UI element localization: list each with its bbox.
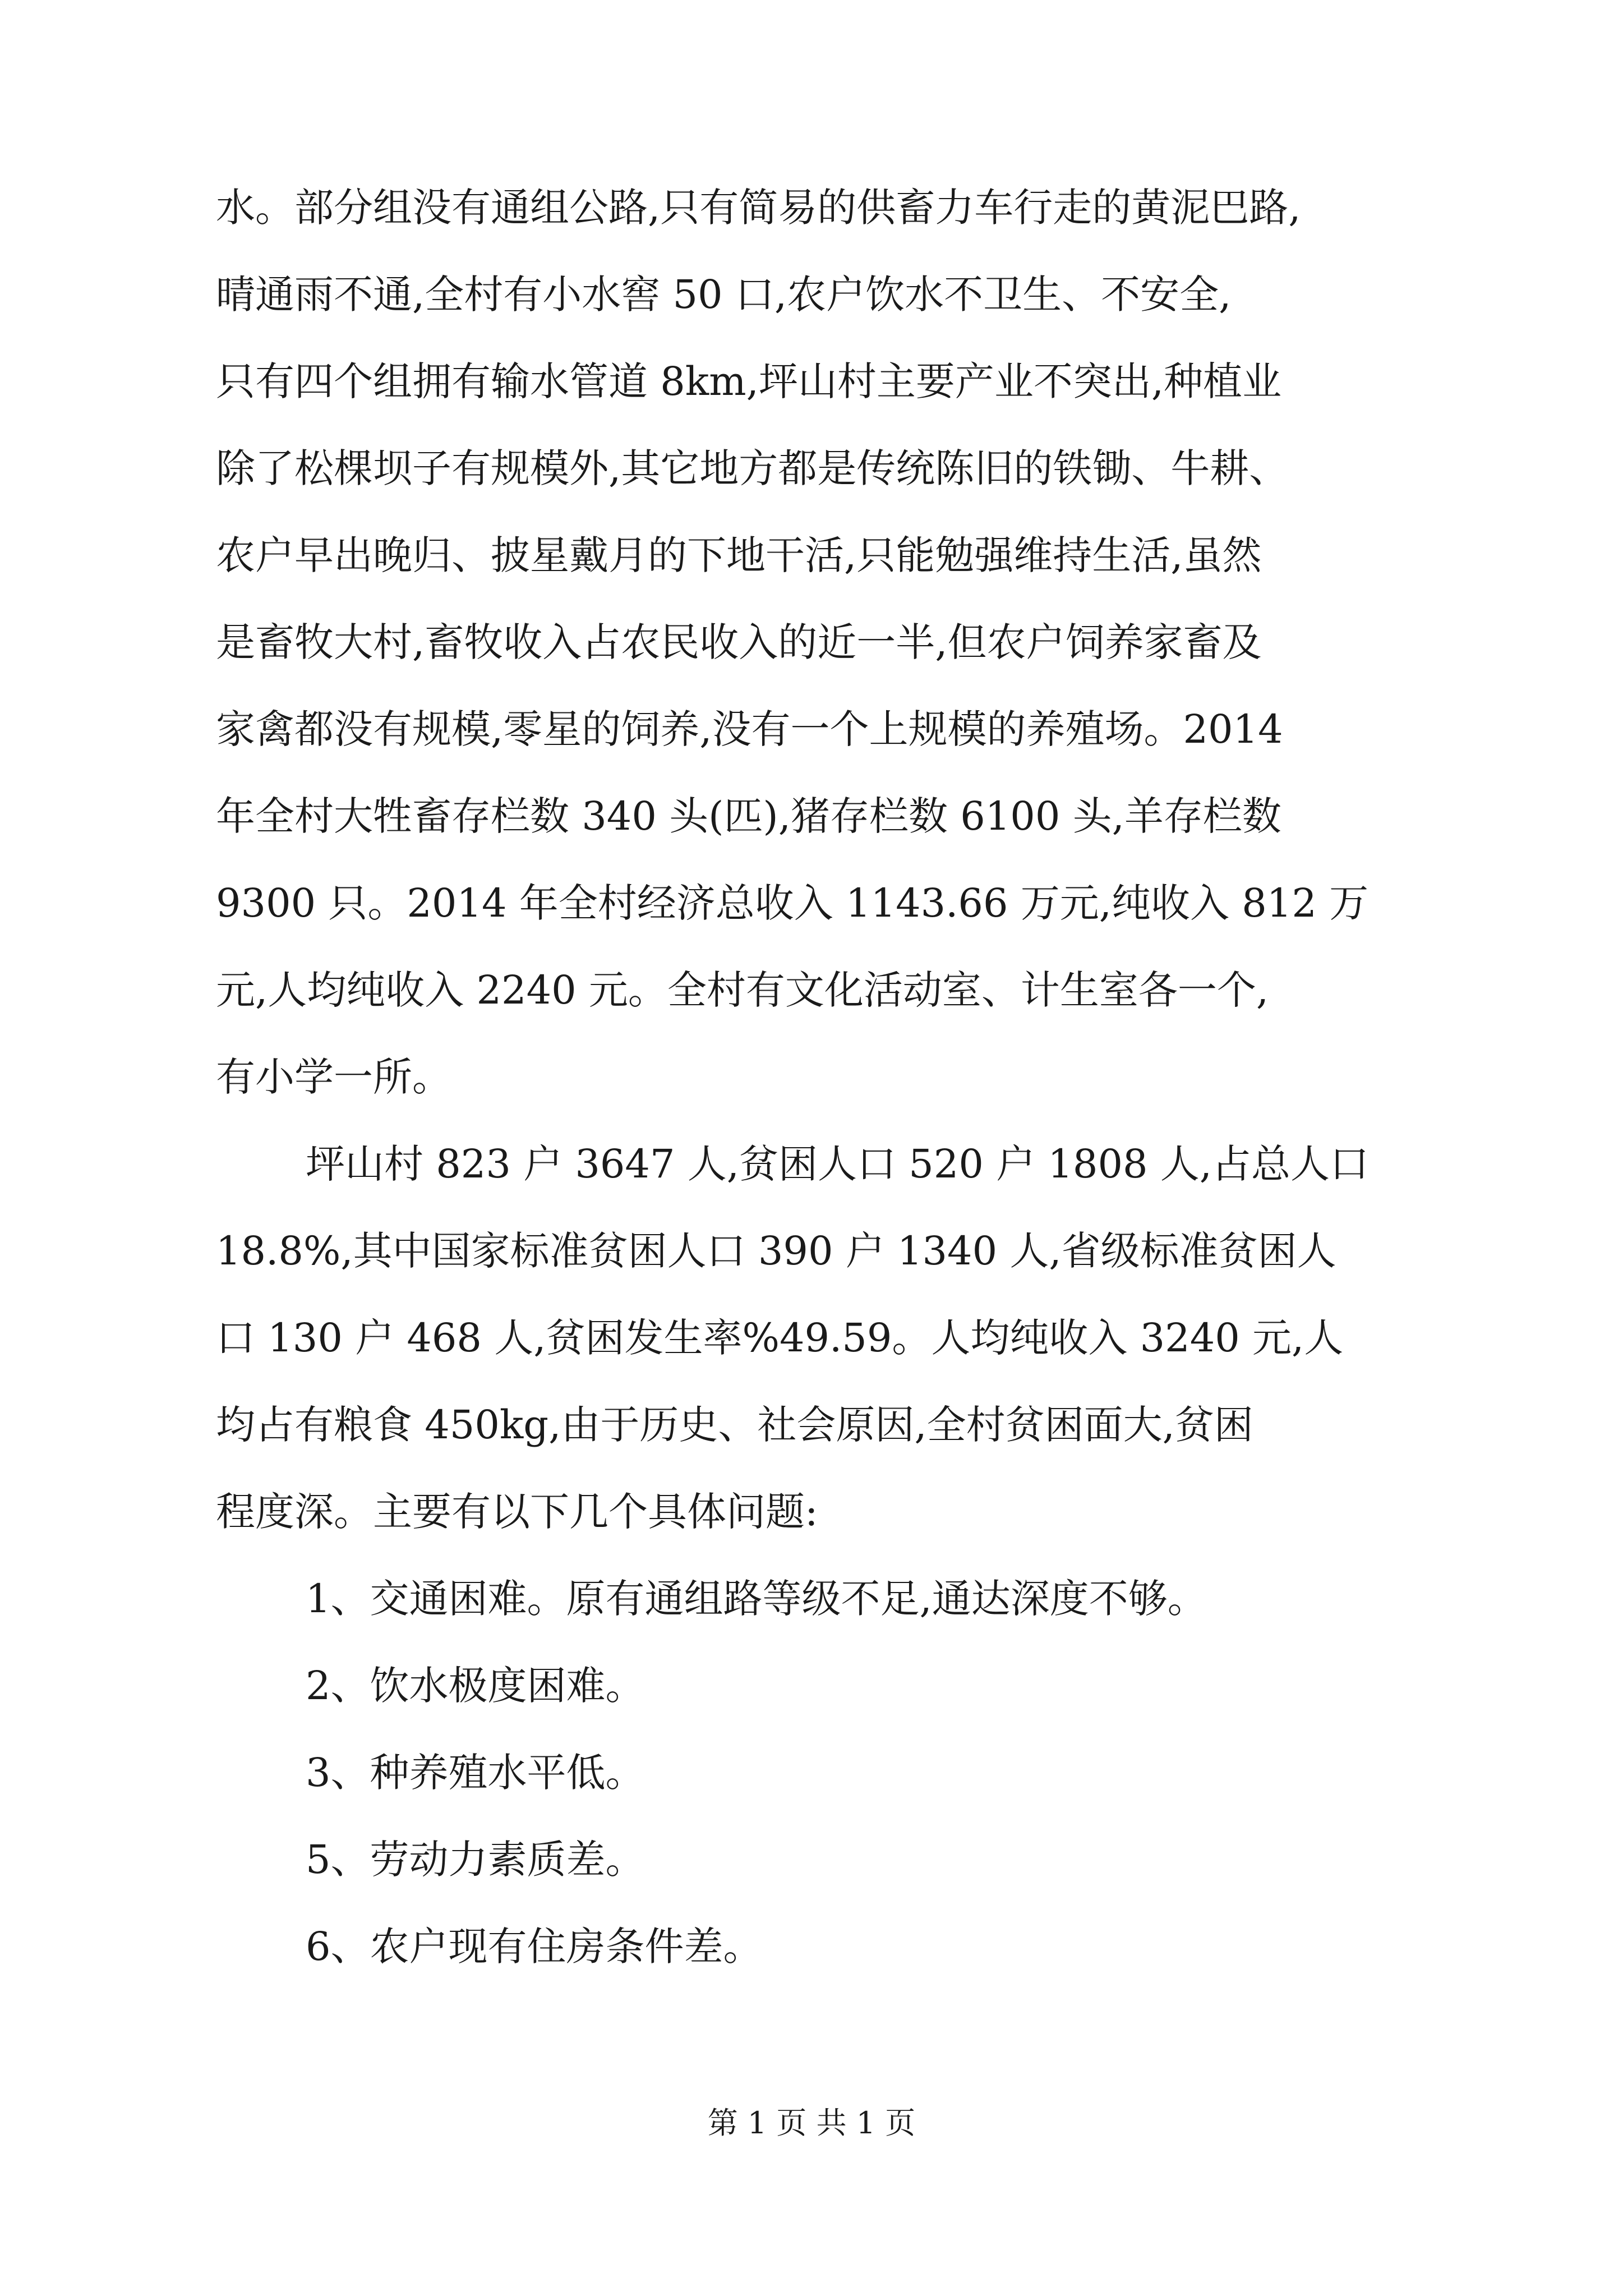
paragraph-1-line-4: 除了松棵坝子有规模外,其它地方都是传统陈旧的铁锄、牛耕、 (216, 445, 1289, 491)
paragraph-1-line-8: 年全村大牲畜存栏数 340 头(匹),猪存栏数 6100 头,羊存栏数 (216, 793, 1281, 839)
list-item-2: 2、饮水极度困难。 (306, 1663, 645, 1709)
paragraph-2-line-3: 口 130 户 468 人,贫困发生率%49.59。人均纯收入 3240 元,人 (216, 1315, 1344, 1361)
paragraph-1-line-9: 9300 只。2014 年全村经济总收入 1143.66 万元,纯收入 812 万 (216, 880, 1369, 926)
paragraph-1-line-1: 水。部分组没有通组公路,只有简易的供畜力车行走的黄泥巴路, (216, 185, 1301, 231)
paragraph-2-line-4: 均占有粮食 450kg,由于历史、社会原因,全村贫困面大,贫困 (216, 1402, 1253, 1448)
paragraph-1-line-5: 农户早出晚归、披星戴月的下地干活,只能勉强维持生活,虽然 (216, 532, 1262, 578)
list-item-5: 5、劳动力素质差。 (306, 1837, 645, 1883)
paragraph-2-line-5: 程度深。主要有以下几个具体问题: (216, 1489, 818, 1535)
paragraph-1-line-3: 只有四个组拥有输水管道 8km,坪山村主要产业不突出,种植业 (216, 358, 1282, 404)
list-item-1: 1、交通困难。原有通组路等级不足,通达深度不够。 (306, 1576, 1207, 1622)
paragraph-1-line-11: 有小学一所。 (216, 1054, 451, 1100)
page-footer: 第 1 页 共 1 页 (707, 2105, 916, 2141)
list-item-6: 6、农户现有住房条件差。 (306, 1924, 763, 1970)
paragraph-1-line-2: 晴通雨不通,全村有小水窖 50 口,农户饮水不卫生、不安全, (216, 272, 1232, 318)
paragraph-2-line-2: 18.8%,其中国家标准贫困人口 390 户 1340 人,省级标准贫困人 (216, 1228, 1336, 1274)
paragraph-2-line-1: 坪山村 823 户 3647 人,贫困人口 520 户 1808 人,占总人口 (306, 1141, 1370, 1187)
paragraph-1-line-7: 家禽都没有规模,零星的饲养,没有一个上规模的养殖场。2014 (216, 706, 1283, 752)
paragraph-1-line-10: 元,人均纯收入 2240 元。全村有文化活动室、计生室各一个, (216, 967, 1269, 1013)
list-item-3: 3、种养殖水平低。 (306, 1750, 645, 1796)
paragraph-1-line-6: 是畜牧大村,畜牧收入占农民收入的近一半,但农户饲养家畜及 (216, 619, 1262, 665)
